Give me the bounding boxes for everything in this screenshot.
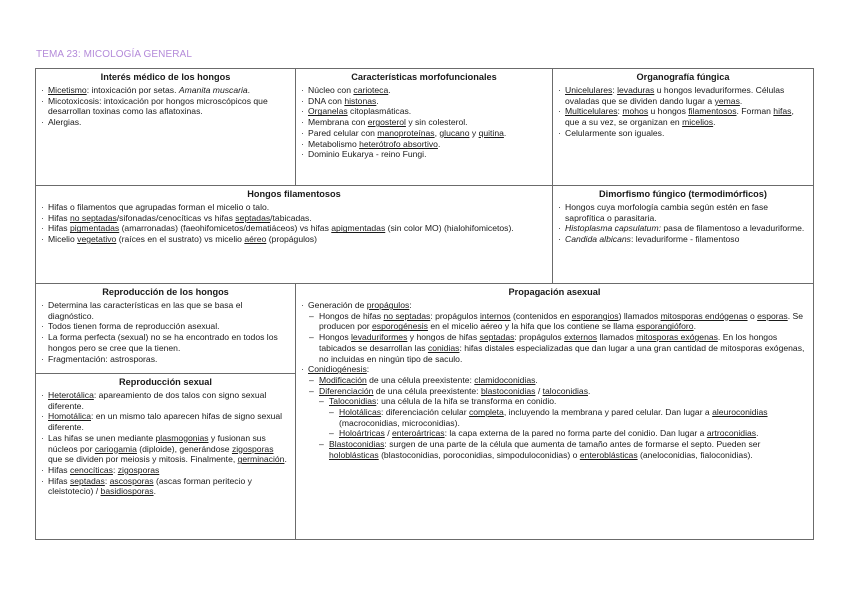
- text-run: ,: [434, 127, 440, 138]
- text-run: yemas: [714, 95, 740, 106]
- cell-reproduccion: [35, 283, 296, 540]
- list-item: [41, 202, 547, 213]
- text-run: levaduras: [617, 85, 655, 95]
- text-run: Homotálica: [48, 411, 91, 422]
- text-run: : hifas distales especializadas que dan lugar a una gran cantidad de mitosporas exógenas, no incluidas en ningún tipo de saculo.: [319, 342, 805, 364]
- heading-interes-medico: Interés médico de los hongos: [100, 72, 231, 82]
- notes-table: [35, 68, 814, 540]
- text-run: septadas: [479, 332, 515, 343]
- text-run: ergosterol: [367, 117, 406, 128]
- text-run: y sin colesterol.: [405, 117, 468, 128]
- list-filamentosos: [41, 202, 547, 245]
- list-item: [558, 128, 808, 139]
- cell-caracteristicas: [295, 68, 553, 186]
- text-run: Hifas: [48, 223, 70, 234]
- text-run: Diferenciación: [319, 385, 374, 396]
- list-item: [301, 106, 547, 117]
- text-run: .: [739, 95, 743, 106]
- text-run: .: [388, 85, 391, 95]
- text-run: pasa de filamentoso a levaduriforme.: [661, 223, 805, 234]
- text-run: mitosporas endógenas: [660, 310, 748, 321]
- text-run: Holotálicas: [339, 407, 382, 418]
- text-run: Unicelulares: [565, 85, 613, 95]
- text-run: Hongos cuya morfología cambia según estén en fase saprofítica o parasitaria.: [565, 202, 769, 223]
- text-run: o: [747, 310, 758, 321]
- text-run: .: [756, 428, 759, 439]
- text-run: Organelas: [308, 106, 348, 117]
- text-run: enteroblásticas: [579, 449, 638, 460]
- list-item: [301, 96, 547, 107]
- text-run: Micelio: [48, 234, 78, 245]
- text-run: llamados: [597, 332, 637, 343]
- text-run: .: [153, 486, 156, 497]
- text-run: heterótrofo absortivo: [359, 138, 438, 149]
- text-run: aéreo: [244, 234, 267, 245]
- text-run: de una célula preexistente:: [373, 385, 481, 396]
- list-item: [301, 364, 808, 375]
- list-organografia: [558, 85, 808, 139]
- text-run: Hifas: [48, 475, 70, 486]
- text-run: citoplasmáticas.: [347, 106, 412, 117]
- list-item: [41, 234, 547, 245]
- text-run: artroconidias: [706, 428, 757, 439]
- text-run: /sifonadas/cenocíticas vs hifas: [116, 212, 236, 223]
- page-title: TEMA 23: MICOLOGÍA GENERAL: [36, 49, 192, 60]
- text-run: levaduriformes: [351, 332, 408, 343]
- text-run: Taloconidias: [329, 396, 377, 407]
- text-run: : la capa externa de la pared no forma parte del conidio. Dan lugar a: [444, 428, 707, 439]
- list-item: [41, 213, 547, 224]
- text-run: cenocíticas: [69, 464, 113, 475]
- list-item: [41, 476, 290, 497]
- list-item: [301, 139, 547, 150]
- list-sexual: [41, 390, 290, 497]
- text-run: propágulos: [366, 300, 410, 310]
- text-run: plasmogonias: [155, 432, 209, 443]
- cell-propagacion: [295, 283, 814, 540]
- text-run: (ascas forman peritecio y cleistotecio) /: [48, 475, 252, 497]
- text-run: holoblásticas: [329, 449, 379, 460]
- text-run: taloconidias: [542, 385, 588, 396]
- list-item: [301, 439, 808, 460]
- text-run: Amanita muscaria: [178, 85, 248, 95]
- text-run: Determina las características en las que se basa el diagnóstico.: [48, 300, 243, 321]
- list-item: [41, 390, 290, 411]
- text-run: /: [384, 428, 393, 439]
- text-run: enteroártricas: [392, 428, 445, 439]
- text-run: , incluyendo la membrana y pared celular. Dan lugar a: [503, 407, 713, 418]
- heading-propagacion: Propagación asexual: [508, 287, 601, 297]
- text-run: Hifas: [48, 464, 70, 475]
- text-run: .: [437, 138, 441, 149]
- text-run: septadas: [235, 212, 271, 223]
- text-run: /tabicadas.: [270, 212, 312, 223]
- text-run: Celularmente son iguales.: [565, 127, 665, 138]
- text-run: (raíces en el sustrato) vs micelio: [116, 234, 245, 245]
- heading-filamentosos: Hongos filamentosos: [247, 189, 341, 199]
- text-run: zigosporas: [231, 443, 274, 454]
- text-run: Multicelulares: [565, 106, 618, 117]
- text-run: Modificación: [319, 374, 367, 385]
- heading-reproduccion: Reproducción de los hongos: [102, 287, 229, 297]
- heading-dimorfismo: Dimorfismo fúngico (termodimórficos): [599, 189, 767, 199]
- text-run: Hifas o filamentos que agrupadas forman el micelio o talo.: [48, 202, 270, 212]
- text-run: ) llamados: [618, 310, 661, 321]
- text-run: u hongos levaduriformes. Células ovaladas que se dividen dando lugar a: [565, 85, 785, 106]
- list-item: [301, 375, 808, 386]
- text-run: : surgen de una parte de la célula que aumenta de tamaño antes de formarse el septo. Pueden ser: [384, 439, 761, 450]
- text-run: Dominio Eukarya - reino Fungi.: [308, 149, 427, 160]
- text-run: carioteca: [353, 85, 389, 95]
- list-item: [41, 354, 290, 365]
- text-run: histonas: [344, 95, 377, 106]
- text-run: esporangióforo: [636, 321, 694, 332]
- text-run: : apareamiento de dos talos con signo sexual diferente.: [48, 390, 267, 411]
- text-run: clamidoconidias: [474, 374, 536, 385]
- list-item: [558, 202, 808, 223]
- text-run: septadas: [69, 475, 105, 486]
- list-item: [301, 85, 547, 96]
- heading-caracteristicas: Características morfofuncionales: [351, 72, 497, 82]
- list-item: [558, 234, 808, 245]
- text-run: Hongos: [319, 332, 352, 343]
- text-run: .: [588, 385, 591, 396]
- text-run: Hongos de hifas: [319, 310, 384, 321]
- text-run: vegetativo: [77, 234, 117, 245]
- text-run: . Se producen por: [319, 310, 803, 332]
- text-run: : una célula de la hifa se transforma en conidio.: [376, 396, 557, 407]
- list-item: [41, 411, 290, 432]
- text-run: blastoconidias: [480, 385, 536, 396]
- text-run: no septadas: [383, 310, 431, 321]
- text-run: manoproteínas: [377, 127, 435, 138]
- text-run: Micotoxicosis: intoxicación por hongos microscópicos que desarrollan toxinas como las aflatoxinas.: [48, 95, 268, 117]
- text-run: y fusionan sus núcleos por: [48, 432, 266, 454]
- text-run: Todos tienen forma de reproducción asexual.: [48, 321, 220, 332]
- text-run: filamentosos: [688, 106, 737, 117]
- text-run: en el micelio aéreo y la hifa que los contiene se llama: [427, 321, 637, 332]
- text-run: esporangios: [571, 310, 619, 321]
- text-run: (aneloconidias, fialoconidias).: [637, 449, 753, 460]
- text-run: :: [112, 464, 118, 475]
- text-run: Membrana con: [308, 117, 368, 128]
- text-run: Blastoconidias: [329, 439, 385, 450]
- text-run: Pared celular con: [308, 127, 378, 138]
- cell-dimorfismo: [552, 185, 814, 284]
- text-run: :: [366, 364, 370, 375]
- section-sexual: [36, 374, 295, 499]
- text-run: : propágulos: [514, 332, 565, 343]
- text-run: : en un mismo talo aparecen hifas de signo sexual diferente.: [48, 411, 283, 433]
- list-item: [301, 386, 808, 397]
- list-item: [301, 117, 547, 128]
- list-item: [41, 300, 290, 321]
- list-dimorfismo: [558, 202, 808, 245]
- text-run: internos: [480, 310, 511, 321]
- text-run: (blastoconidias, poroconidias, simpoduloconidias) o: [378, 449, 580, 460]
- list-item: [301, 128, 547, 139]
- cell-organografia: [552, 68, 814, 186]
- list-reproduccion: [41, 300, 290, 364]
- list-item: [41, 433, 290, 465]
- list-item: [301, 428, 808, 439]
- text-run: : propágulos: [430, 310, 481, 321]
- text-run: : intoxicación por setas.: [86, 85, 179, 95]
- text-run: : diferenciación celular: [381, 407, 469, 418]
- text-run: (macroconidias, microconidias).: [339, 417, 460, 428]
- text-run: pigmentadas: [69, 223, 120, 234]
- text-run: .: [535, 374, 538, 385]
- text-run: DNA con: [308, 95, 345, 106]
- text-run: Hifas: [48, 212, 70, 223]
- text-run: aleuroconidias: [712, 407, 768, 418]
- list-item: [301, 332, 808, 364]
- text-run: cariogamia: [94, 443, 137, 454]
- text-run: apigmentadas: [331, 223, 386, 234]
- text-run: :: [617, 106, 623, 117]
- text-run: externos: [564, 332, 598, 343]
- text-run: y hongos de hifas: [407, 332, 480, 343]
- list-item: [41, 85, 290, 96]
- text-run: .: [376, 95, 379, 106]
- text-run: u hongos: [648, 106, 689, 117]
- text-run: (diploide), generándose: [136, 443, 232, 454]
- list-item: [558, 85, 808, 106]
- text-run: quitina: [478, 127, 504, 138]
- text-run: conidias: [427, 342, 460, 353]
- text-run: basidiosporas: [100, 486, 154, 497]
- text-run: no septadas: [69, 212, 117, 223]
- list-caracteristicas: [301, 85, 547, 160]
- text-run: esporas: [757, 310, 788, 321]
- text-run: (sin color MO) (hialohifomicetos).: [385, 223, 514, 234]
- text-run: Micetismo: [48, 85, 87, 95]
- text-run: :: [612, 85, 618, 95]
- text-run: y: [469, 127, 479, 138]
- text-run: glucano: [439, 127, 470, 138]
- list-item: [301, 407, 808, 428]
- text-run: La forma perfecta (sexual) no se ha encontrado en todos los hongos pero se cree que la tienen.: [48, 332, 278, 353]
- text-run: Alergias.: [48, 117, 82, 128]
- text-run: Generación de: [308, 300, 367, 310]
- heading-sexual: Reproducción sexual: [119, 377, 212, 387]
- text-run: .: [284, 454, 287, 465]
- list-item: [301, 396, 808, 407]
- text-run: Fragmentación: astrosporas.: [48, 353, 158, 364]
- list-item: [41, 223, 547, 234]
- text-run: Conidiogénesis: [308, 364, 367, 375]
- text-run: :: [409, 300, 412, 310]
- list-item: [41, 332, 290, 353]
- list-item: [41, 117, 290, 128]
- text-run: Las hifas se unen mediante: [48, 432, 156, 443]
- list-item: [301, 311, 808, 332]
- text-run: . Forman: [736, 106, 774, 117]
- text-run: esporogénesis: [372, 321, 428, 332]
- text-run: : levaduriforme - filamentoso: [630, 234, 740, 245]
- list-item: [41, 96, 290, 117]
- text-run: , que a su vez, se organizan en: [565, 106, 794, 128]
- text-run: (amarronadas) (faeohifomicetos/dematiáceos) vs hifas: [119, 223, 332, 234]
- text-run: .: [713, 117, 716, 128]
- text-run: ascosporas: [109, 475, 154, 486]
- heading-organografia: Organografía fúngica: [636, 72, 730, 82]
- text-run: Holoártricas: [339, 428, 385, 439]
- text-run: .: [693, 321, 696, 332]
- text-run: Heterotálica: [48, 390, 94, 400]
- list-item: [558, 106, 808, 127]
- text-run: completa: [468, 407, 504, 418]
- text-run: :: [104, 475, 110, 486]
- list-propagacion: [301, 300, 808, 461]
- text-run: .: [503, 127, 507, 138]
- text-run: micelios: [682, 117, 714, 128]
- list-item: [301, 300, 808, 311]
- text-run: zigosporas: [117, 464, 160, 475]
- text-run: . En los hongos tabicados se desarrollan las: [319, 332, 778, 353]
- text-run: .: [247, 85, 251, 95]
- text-run: hifas: [773, 106, 792, 117]
- list-item: [301, 149, 547, 160]
- cell-interes-medico: [35, 68, 296, 186]
- text-run: de una célula preexistente:: [366, 374, 475, 385]
- text-run: Metabolismo: [308, 138, 360, 149]
- list-item: [41, 321, 290, 332]
- list-item: [558, 223, 808, 234]
- text-run: (propágulos): [266, 234, 317, 245]
- text-run: Candida albicans: [565, 234, 631, 245]
- section-reproduccion: [36, 284, 295, 373]
- text-run: Núcleo con: [308, 85, 354, 95]
- text-run: /: [535, 385, 543, 396]
- list-item: [41, 465, 290, 476]
- text-run: Histoplasma capsulatum:: [565, 223, 662, 234]
- list-interes-medico: [41, 85, 290, 128]
- text-run: mitosporas exógenas: [636, 332, 718, 343]
- text-run: (contenidos en: [510, 310, 572, 321]
- text-run: germinación: [237, 454, 285, 465]
- text-run: mohos: [622, 106, 649, 117]
- text-run: que se dividen por meiosis y mitosis. Finalmente,: [48, 454, 238, 465]
- cell-filamentosos: [35, 185, 553, 284]
